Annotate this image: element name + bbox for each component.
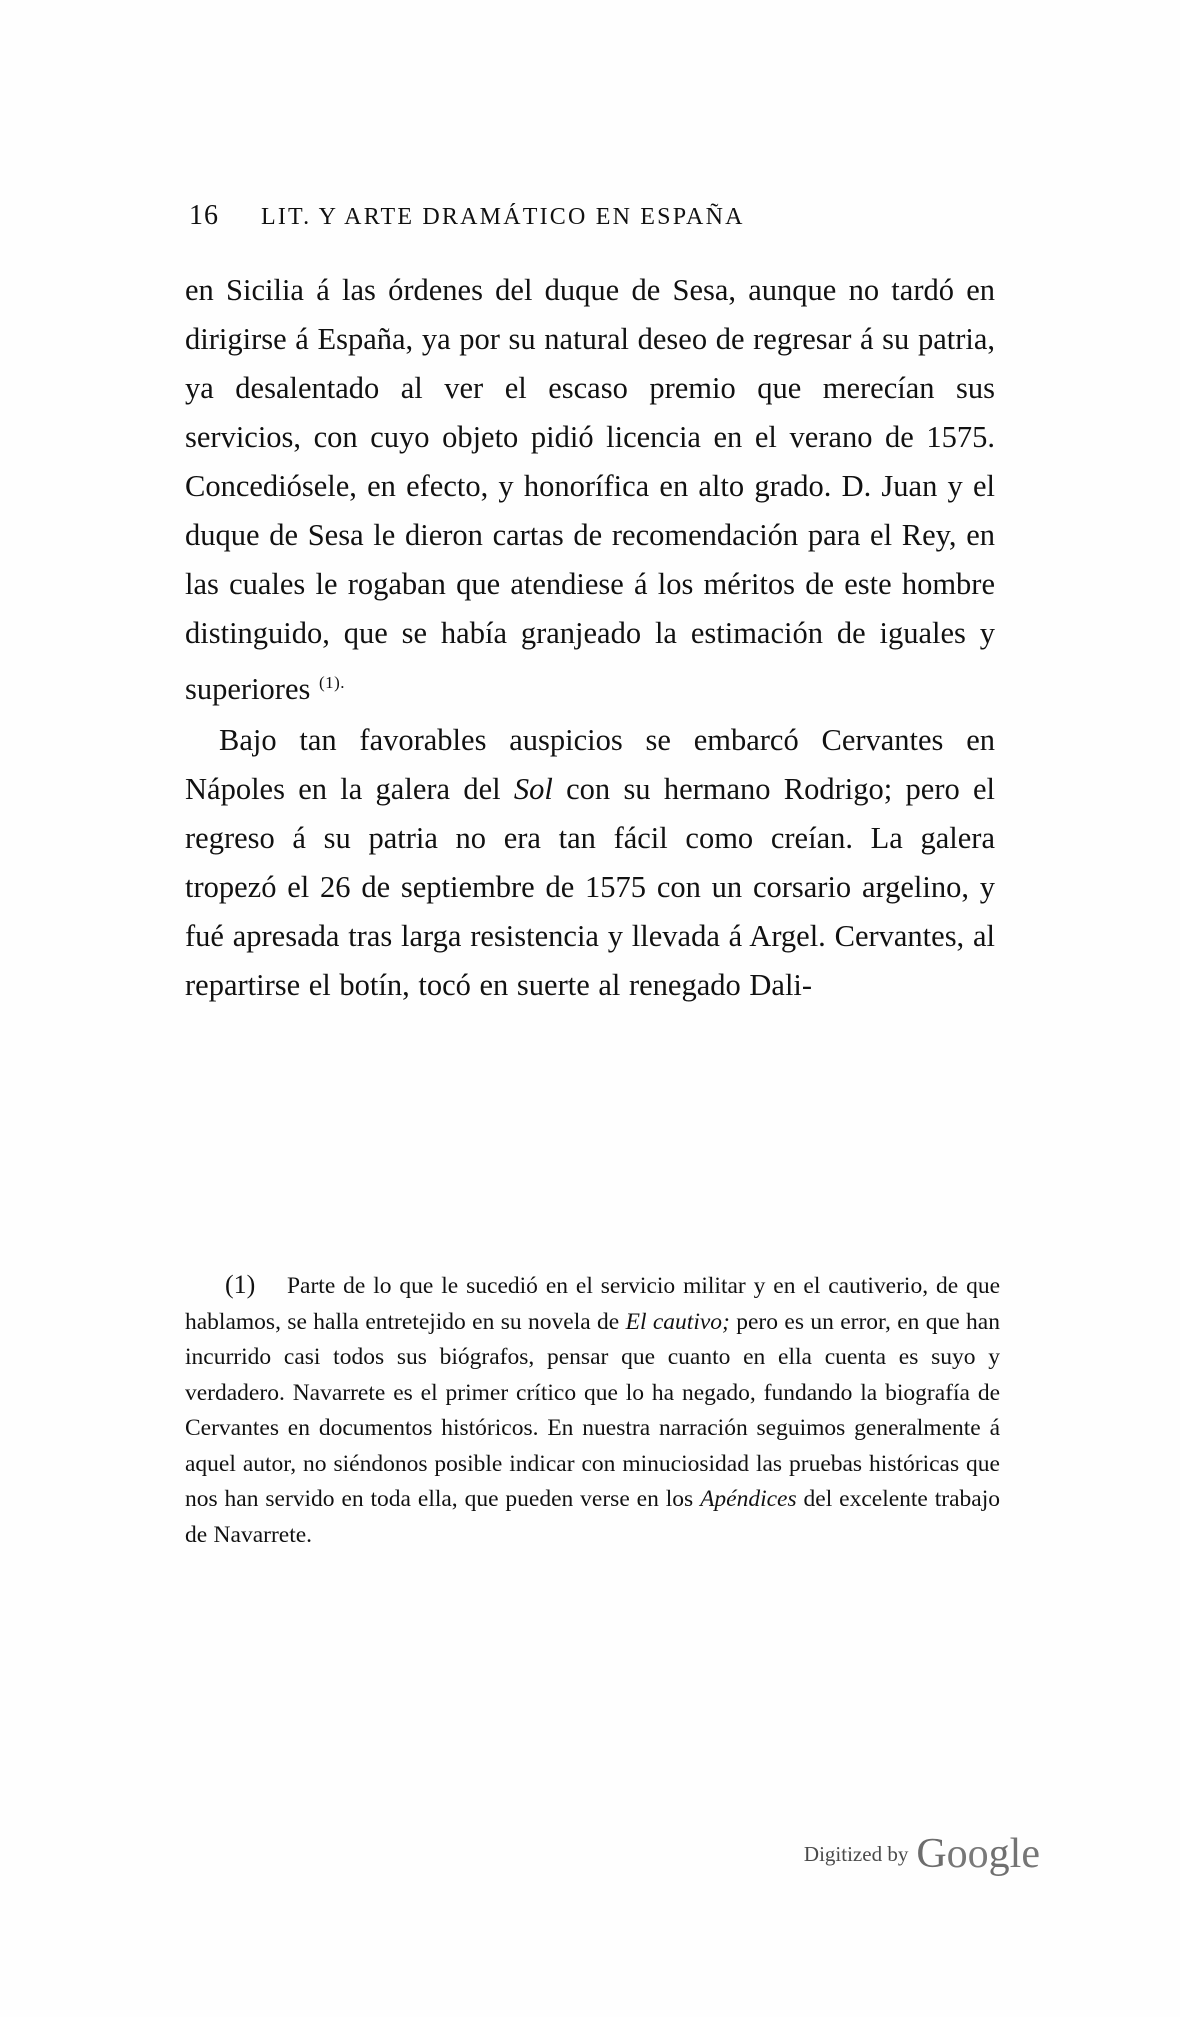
footnote-reference-mark: (1). (318, 673, 346, 692)
google-logo-letter-l: l (1009, 1831, 1022, 1877)
paragraph-two-text-a: Bajo tan favorables auspicios se embarcó Cervantes en Nápoles en la galera del (185, 723, 995, 807)
google-logo-letter-g2: g (988, 1831, 1010, 1877)
work-title-apendices: Apéndices (700, 1486, 797, 1512)
footnote-block (185, 1245, 1000, 1553)
work-title-sol: Sol (513, 772, 553, 807)
footnote-text-a: Parte de lo que le sucedió en el servicio militar y en el cautiverio, de que hablamos, se halla entretejido en su novela de (185, 1273, 1001, 1335)
paragraph-two (185, 716, 995, 1010)
digitization-watermark (0, 1830, 1180, 1878)
paragraph-one (185, 266, 995, 714)
paragraph-one-text: en Sicilia á las órdenes del duque de Sesa, aunque no tardó en dirigirse á España, ya por su natural deseo de regresar á su patria, ya desalentado al ver el escaso premio que merecían sus servicios, con cuyo objeto pidió licencia en el verano de 1575. Concediósele, en efecto, y honorífica en alto grado. D. Juan y el duque de Sesa le dieron cartas de recomendación para el Rey, en las cuales le rogaban que atendiese á los méritos de este hombre distinguido, que se había granjeado la estimación de iguales y superiores (185, 273, 995, 707)
paragraph-two-text-b: con su hermano Rodrigo; pero el regreso á su patria no era tan fácil como creían. La galera tropezó el 26 de septiembre de 1575 con un corsario argelino, y fué apresada tras larga resistencia y llevada á Argel. Cervantes, al repartirse el botín, tocó en suerte al renegado Dali- (185, 772, 996, 1003)
footnote-text-c: del excelente trabajo de Navarrete. (185, 1486, 1001, 1548)
page-text-block (185, 200, 995, 1010)
google-logo-letter-o1: o (946, 1831, 968, 1877)
work-title-el-cautivo: El cautivo; (625, 1308, 730, 1335)
page-number: 16 (189, 200, 219, 231)
page-header (185, 200, 995, 232)
google-logo-letter-o2: o (967, 1831, 989, 1877)
running-head: LIT. Y ARTE DRAMÁTICO EN ESPAÑA (261, 204, 745, 230)
footnote-number: (1) (225, 1270, 256, 1299)
google-logo-letter-g1: G (916, 1831, 947, 1877)
footnote-text (185, 1267, 1000, 1553)
google-logo (916, 1830, 1040, 1878)
footnote-text-b: pero es un error, en que han incurrido casi todos sus biógrafos, pensar que cuanto en ella cuenta es suyo y verdadero. Navarrete es el primer crítico que lo ha negado, fundando la biografía de Cervantes en documentos históricos. En nuestra narración seguimos generalmente á aquel autor, no siéndonos posible indicar con minuciosidad las pruebas históricas que nos han servido en toda ella, que pueden verse en los (185, 1308, 1000, 1512)
google-logo-letter-e: e (1021, 1831, 1040, 1877)
digitized-by-label: Digitized by (803, 1841, 909, 1866)
